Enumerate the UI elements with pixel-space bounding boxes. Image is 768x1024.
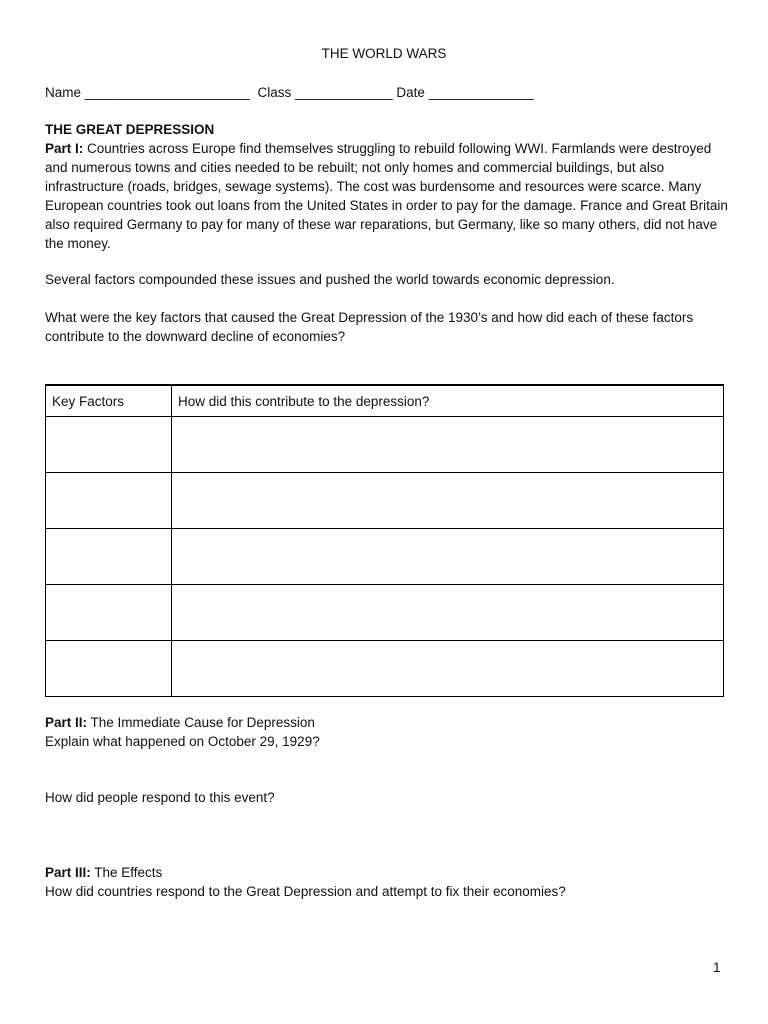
class-blank: _____________ [295,85,393,100]
key-factor-cell[interactable] [46,529,172,585]
response-question: How did people respond to this event? [45,790,275,805]
table-row [46,473,724,529]
key-factor-cell[interactable] [46,641,172,697]
countries-response-question: How did countries respond to the Great Depression and attempt to fix their economies? [45,884,566,899]
contribution-cell[interactable] [172,641,724,697]
part1-paragraph [45,139,730,253]
contribution-cell[interactable] [172,585,724,641]
name-label: Name [45,85,82,100]
date-label: Date [396,85,425,100]
section-heading: THE GREAT DEPRESSION [45,122,215,137]
october-question: Explain what happened on October 29, 1929? [45,734,320,749]
key-factor-cell[interactable] [46,473,172,529]
key-factor-cell[interactable] [46,417,172,473]
part1-text: Countries across Europe find themselves struggling to rebuild following WWI. Farmlands were destroyed and numerous towns and cities needed to be rebuilt; not only homes and commercial buildings, but also infrastructure (roads, bridges, sewage systems). The cost was burdensome and resources were scarce. Many European countries took out loans from the United States in order to pay for the damage. France and Great Britain also required Germany to pay for many of these war reparations, but Germany, like so many others, did not have the money. [45,141,728,251]
key-factors-question: What were the key factors that caused the Great Depression of the 1930’s and how did each of these factors contribute to the downward decline of economies? [45,310,694,344]
key-factors-table [45,384,724,697]
date-blank: ______________ [428,85,534,100]
contribution-cell[interactable] [172,529,724,585]
table-row [46,585,724,641]
document-title: THE WORLD WARS [321,46,447,61]
part2-title: The Immediate Cause for Depression [87,715,315,730]
table-row [46,417,724,473]
part2-label: Part II: [45,715,88,730]
factors-intro-paragraph: Several factors compounded these issues and pushed the world towards economic depression. [45,272,615,287]
name-blank: ______________________ [84,85,250,100]
part3-label: Part III: [45,865,91,880]
page-number: 1 [713,960,721,975]
table-row [46,641,724,697]
class-label: Class [257,85,292,100]
table-row [46,529,724,585]
student-info-line [45,83,534,102]
key-factor-cell[interactable] [46,585,172,641]
part3-heading [45,863,162,882]
table-header-row [46,385,724,417]
header-contribution: How did this contribute to the depression? [172,385,724,417]
part3-title: The Effects [90,865,163,880]
contribution-cell[interactable] [172,417,724,473]
part2-heading [45,713,315,732]
header-key-factors: Key Factors [46,385,172,417]
contribution-cell[interactable] [172,473,724,529]
part1-label: Part I: [45,141,84,156]
